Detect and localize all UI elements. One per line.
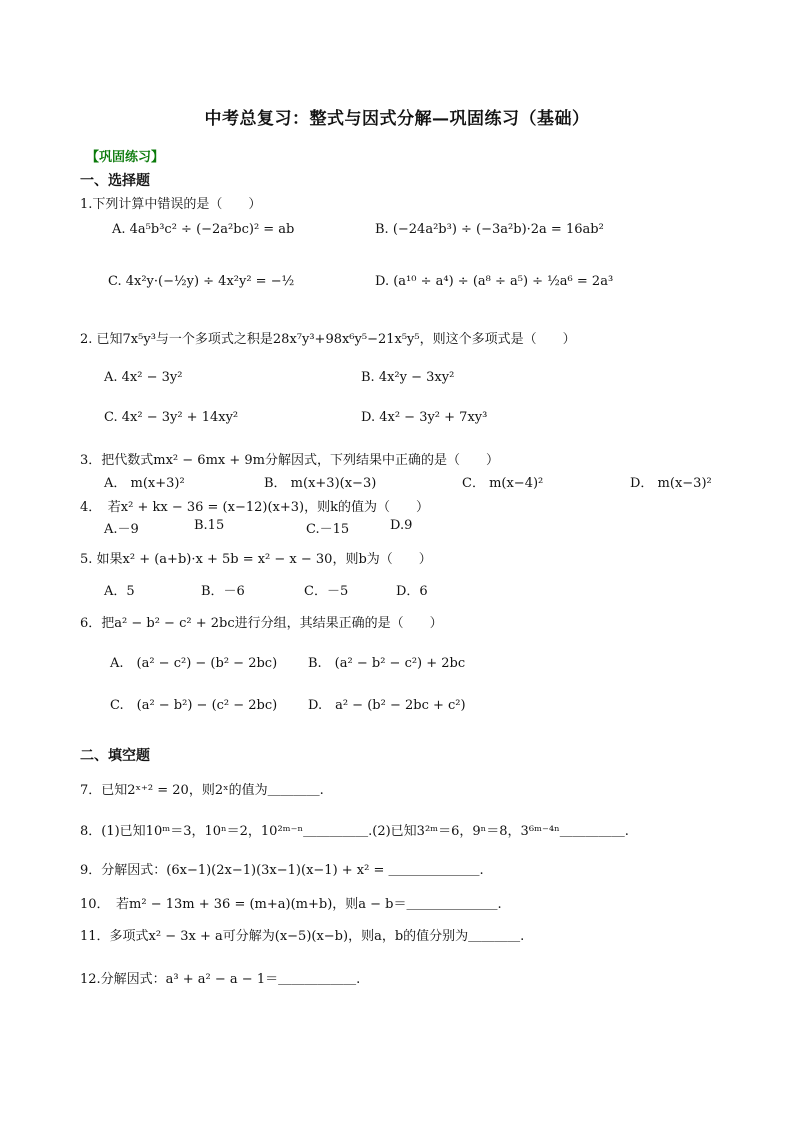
question-2-option-a: A. 4x² − 3y² xyxy=(104,370,183,385)
question-4-option-a: A.－9 xyxy=(104,522,139,537)
question-4-option-b: B.15 xyxy=(194,518,225,533)
question-6-stem: 6．把a² − b² − c² + 2bc进行分组，其结果正确的是（ ） xyxy=(80,616,443,631)
question-3-option-b: B． m(x+3)(x−3) xyxy=(264,476,377,491)
question-11: 11．多项式x² − 3x + a可分解为(x−5)(x−b)，则a，b的值分别为＿＿＿＿. xyxy=(80,929,525,944)
question-1-option-c: C. 4x²y·(−½y) ÷ 4x²y² = −½ xyxy=(108,274,295,289)
question-4-option-d: D.9 xyxy=(390,518,413,533)
question-2-option-b: B. 4x²y − 3xy² xyxy=(361,370,455,385)
question-12: 12.分解因式：a³ + a² − a − 1＝＿＿＿＿＿＿. xyxy=(80,972,361,987)
question-1-stem: 1.下列计算中错误的是（ ） xyxy=(80,197,262,212)
question-4-option-c: C.－15 xyxy=(306,522,350,537)
question-5-option-c: C．－5 xyxy=(304,584,349,599)
question-6-option-b: B. (a² − b² − c²) + 2bc xyxy=(308,656,466,671)
question-6-option-c: C. (a² − b²) − (c² − 2bc) xyxy=(110,698,278,713)
question-3-option-c: C． m(x−4)² xyxy=(462,476,544,491)
question-8: 8．(1)已知10ᵐ＝3，10ⁿ＝2，10²ᵐ⁻ⁿ＿＿＿＿＿.(2)已知3²ᵐ＝6，9ⁿ＝8，3⁶ᵐ⁻⁴ⁿ＿＿＿＿＿. xyxy=(80,824,629,839)
question-1-option-d: D. (a¹⁰ ÷ a⁴) ÷ (a⁸ ÷ a⁵) ÷ ½a⁶ = 2a³ xyxy=(375,274,614,289)
question-2-option-d: D. 4x² − 3y² + 7xy³ xyxy=(361,410,488,425)
exercise-tag: 【巩固练习】 xyxy=(86,150,165,165)
question-3-option-d: D． m(x−3)² xyxy=(630,476,712,491)
question-5-option-a: A．5 xyxy=(104,584,135,599)
question-1-option-a: A. 4a⁵b³c² ÷ (−2a²bc)² = ab xyxy=(112,222,295,237)
question-4-stem: 4． 若x² + kx − 36 = (x−12)(x+3)，则k的值为（ ） xyxy=(80,500,429,515)
question-9: 9．分解因式：(6x−1)(2x−1)(3x−1)(x−1) + x² = ＿＿＿＿＿＿＿. xyxy=(80,863,484,878)
section-choice-heading: 一、选择题 xyxy=(80,173,150,189)
question-10: 10． 若m² − 13m + 36 = (m+a)(m+b)，则a − b＝＿＿＿＿＿＿＿. xyxy=(80,897,502,912)
question-2-stem: 2. 已知7x⁵y³与一个多项式之积是28x⁷y³+98x⁶y⁵−21x⁵y⁵，则这个多项式是（ ） xyxy=(80,332,576,347)
question-2-option-c: C. 4x² − 3y² + 14xy² xyxy=(104,410,239,425)
question-6-option-a: A. (a² − c²) − (b² − 2bc) xyxy=(110,656,278,671)
question-3-stem: 3．把代数式mx² − 6mx + 9m分解因式，下列结果中正确的是（ ） xyxy=(80,453,499,468)
page-title: 中考总复习：整式与因式分解—巩固练习（基础） xyxy=(204,109,590,129)
question-6-option-d: D. a² − (b² − 2bc + c²) xyxy=(308,698,466,713)
question-5-option-d: D．6 xyxy=(396,584,428,599)
question-5-stem: 5. 如果x² + (a+b)·x + 5b = x² − x − 30，则b为（ ） xyxy=(80,552,432,567)
question-7: 7．已知2ˣ⁺² = 20，则2ˣ的值为＿＿＿＿. xyxy=(80,783,324,798)
question-3-option-a: A． m(x+3)² xyxy=(104,476,185,491)
question-1-option-b: B. (−24a²b³) ÷ (−3a²b)·2a = 16ab² xyxy=(375,222,604,237)
section-fill-heading: 二、填空题 xyxy=(80,748,150,764)
question-5-option-b: B．－6 xyxy=(201,584,245,599)
